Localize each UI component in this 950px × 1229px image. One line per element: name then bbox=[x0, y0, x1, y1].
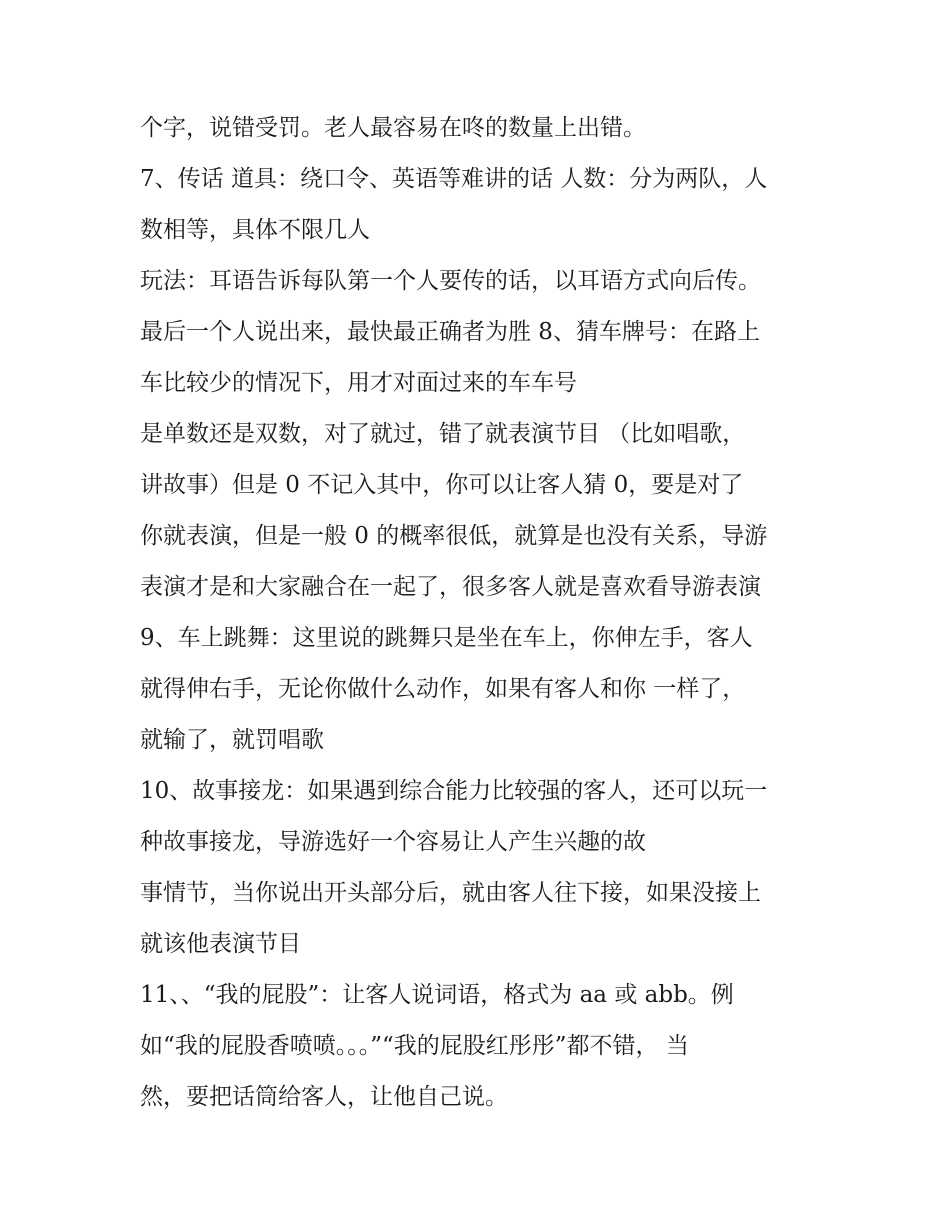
text-line: 玩法：耳语告诉每队第一个人要传的话，以耳语方式向后传。 bbox=[140, 268, 761, 294]
text-line: 10、故事接龙：如果遇到综合能力比较强的客人，还可以玩一 bbox=[140, 778, 768, 804]
text-line: 就得伸右手，无论你做什么动作，如果有客人和你 一样了， bbox=[140, 676, 746, 702]
text-line: 你就表演，但是一般 0 的概率很低，就算是也没有关系，导游 bbox=[140, 523, 768, 549]
text-line: 9、车上跳舞：这里说的跳舞只是坐在车上，你伸左手，客人 bbox=[140, 625, 753, 651]
text-line: 数相等，具体不限几人 bbox=[140, 217, 370, 243]
text-line: 如“我的屁股香喷喷。。。”“我的屁股红彤彤”都不错， 当 bbox=[140, 1033, 689, 1059]
text-line: 个字，说错受罚。老人最容易在咚的数量上出错。 bbox=[140, 115, 646, 141]
text-line: 然，要把话筒给客人，让他自己说。 bbox=[140, 1084, 508, 1110]
text-line: 7、传话 道具：绕口令、英语等难讲的话 人数：分为两队，人 bbox=[140, 166, 768, 192]
text-line: 就该他表演节目 bbox=[140, 931, 301, 957]
text-line: 就输了，就罚唱歌 bbox=[140, 727, 324, 753]
text-line: 是单数还是双数，对了就过，错了就表演节目 （比如唱歌， bbox=[140, 421, 746, 447]
body-text bbox=[140, 103, 830, 1123]
text-line: 11、、“我的屁股”：让客人说词语，格式为 aa 或 abb。例 bbox=[140, 982, 734, 1008]
text-line: 车比较少的情况下，用才对面过来的车车号 bbox=[140, 370, 577, 396]
text-line: 最后一个人说出来，最快最正确者为胜 8、猜车牌号：在路上 bbox=[140, 319, 760, 345]
text-line: 讲故事）但是 0 不记入其中，你可以让客人猜 0，要是对了 bbox=[140, 472, 744, 498]
text-line: 表演才是和大家融合在一起了，很多客人就是喜欢看导游表演 bbox=[140, 574, 761, 600]
text-line: 事情节，当你说出开头部分后，就由客人往下接，如果没接上 bbox=[140, 880, 761, 906]
text-line: 种故事接龙，导游选好一个容易让人产生兴趣的故 bbox=[140, 829, 646, 855]
